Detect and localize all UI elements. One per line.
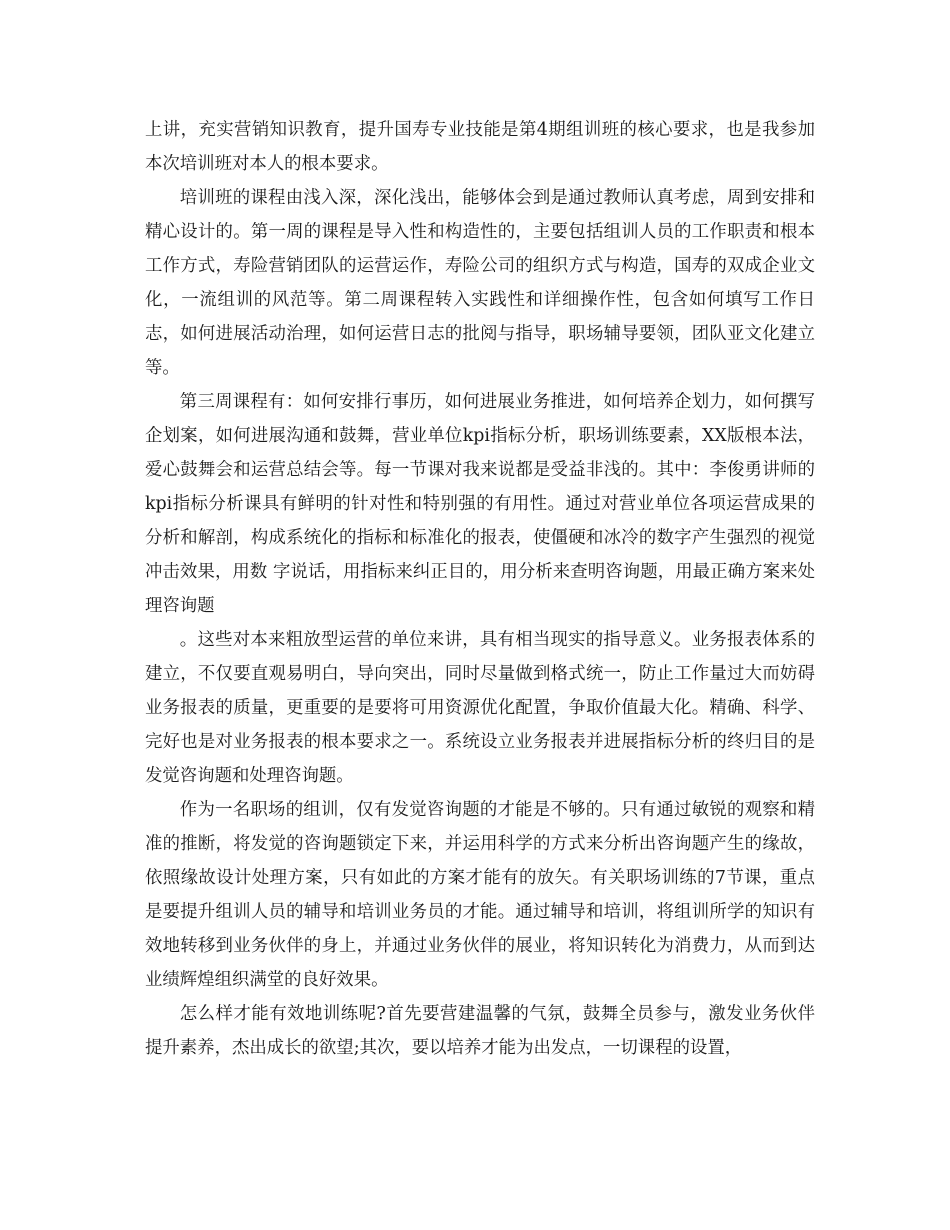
paragraph-2: 培训班的课程由浅入深，深化浅出，能够体会到是通过教师认真考虑，周到安排和精心设计的。第一周的课程是导入性和构造性的，主要包括组训人员的工作职责和根本工作方式，寿险营销团队的运营运作，寿险公司的组织方式与构造，国寿的双成企业文化，一流组训的风范等。第二周课程转入实践性和详细操作性，包含如何填写工作日志，如何进展活动治理，如何运营日志的批阅与指导，职场辅导要领，团队亚文化建立等。 [145, 188, 815, 378]
paragraph-6: 怎么样才能有效地训练呢?首先要营建温馨的气氛，鼓舞全员参与，激发业务伙伴提升素养，杰出成长的欲望;其次，要以培养才能为出发点，一切课程的设置， [145, 1004, 815, 1058]
paragraph-3: 第三周课程有：如何安排行事历，如何进展业务推进，如何培养企划力，如何撰写企划案，如何进展沟通和鼓舞，营业单位kpi指标分析，职场训练要素，XX版根本法，爱心鼓舞会和运营总结会等。每一节课对我来说都是受益非浅的。其中：李俊勇讲师的kpi指标分析课具有鲜明的针对性和特别强的有用性。通过对营业单位各项运营成果的分析和解剖，构成系统化的指标和标准化的报表，使僵硬和冰冷的数字产生强烈的视觉冲击效果，用数 字说话，用指标来纠正目的，用分析来查明咨询题，用最正确方案来处理咨询题 [145, 392, 815, 616]
paragraph-5: 作为一名职场的组训，仅有发觉咨询题的才能是不够的。只有通过敏锐的观察和精准的推断，将发觉的咨询题锁定下来，并运用科学的方式来分析出咨询题产生的缘故，依照缘故设计处理方案，只有如此的方案才能有的放矢。有关职场训练的7节课，重点是要提升组训人员的辅导和培训业务员的才能。通过辅导和培训，将组训所学的知识有效地转移到业务伙伴的身上，并通过业务伙伴的展业，将知识转化为消费力，从而到达业绩辉煌组织满堂的良好效果。 [145, 800, 815, 990]
paragraph-4: 。这些对本来粗放型运营的单位来讲，具有相当现实的指导意义。业务报表体系的建立，不仅要直观易明白，导向突出，同时尽量做到格式统一，防止工作量过大而妨碍业务报表的质量，更重要的是要将可用资源优化配置，争取价值最大化。精确、科学、完好也是对业务报表的根本要求之一。系统设立业务报表并进展指标分析的终归目的是发觉咨询题和处理咨询题。 [145, 630, 815, 786]
paragraph-1: 上讲，充实营销知识教育，提升国寿专业技能是第4期组训班的核心要求，也是我参加本次培训班对本人的根本要求。 [145, 120, 815, 174]
document-body [145, 113, 815, 1065]
